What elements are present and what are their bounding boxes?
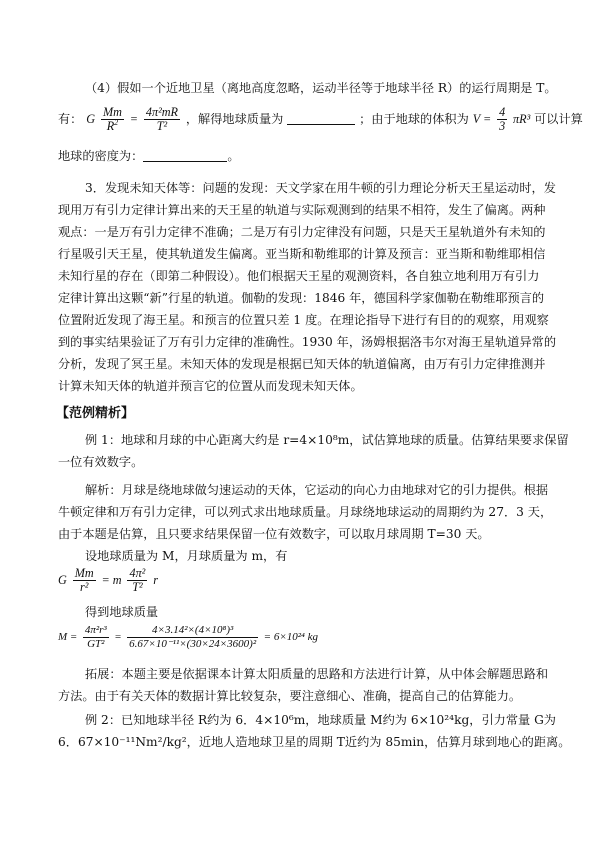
eq-prefix: 有： (58, 112, 83, 126)
solve-mass-text: ，解得地球质量为 (185, 112, 284, 126)
example-2-line: 例 2：已知地球半径 R约为 6．4×10⁶m，地球质量 M约为 6×10²⁴kg，引力常量 G为 (85, 713, 556, 727)
analysis-line: 解析：月球是绕地球做匀速运动的天体，它运动的向心力由地球对它的引力提供。根据 (85, 483, 549, 497)
eq-rhs-num: 4π²mR (145, 105, 178, 119)
paragraph-4-equation-line: 有： G $\frac{Mm}{R^2}$ = $\frac{\text{4π²mR}}{\text{T²}}$ ，解得地球质量为 ；由于地球的体积为 V = $\frac{4}{3}$ πR³ 可以计算 (58, 105, 583, 133)
paragraph-3-line: 定律计算出这颗“新”行星的轨道。伽勒的发现：1846 年，德国科学家伽勒在勒维耶预言的 (58, 291, 545, 305)
eq2-fraction-numeric: $\frac{\text{4×3.14²×(4×10⁸)³}}{\text{6.67×10⁻¹¹×(30×24×3600)²}}$ (129, 623, 257, 650)
analysis-line: 牛顿定律和万有引力定律，可以列式求出地球质量。月球绕地球运动的周期约为 27．3 天， (58, 505, 553, 519)
mass-answer-blank (287, 112, 355, 125)
paragraph-3-line: 观点：一是万有引力定律不准确；二是万有引力定律没有问题，只是天王星轨道外有未知的 (58, 225, 546, 239)
analysis-line: 由于本题是估算，且只要求结果保留一位有效数字，可以取月球周期 T=30 天。 (58, 527, 490, 541)
eq1-fraction-left: $\frac{Mm}{\text{r²}}$ (74, 566, 94, 594)
eq-num-mm: Mm (102, 105, 122, 119)
paragraph-3-line: 分析，发现了冥王星。未知天体的发现是根据已知天体的轨道偏离，由万有引力定律推测并 (58, 357, 546, 371)
eq-den-r2: $R^2$ (106, 117, 119, 133)
paragraph-3-line: 现用万有引力定律计算出来的天王星的轨道与实际观测到的结果不相符，发生了偏离。两种 (58, 203, 546, 217)
eq-fraction-rhs (144, 106, 180, 133)
result-intro: 得到地球质量 (85, 605, 159, 619)
paragraph-3-line: 未知行星的存在（即第二种假设）。他们根据天王星的观测资料，各自独立地利用万有引力 (58, 269, 540, 283)
can-calc-text: 可以计算 (534, 112, 583, 126)
equation-2: M = $\frac{\text{4π²r³}}{\text{GT²}}$ = $\frac{\text{4×3.14²×(4×10⁸)³}}{\text{6.67×10⁻¹¹×(30×24×3600)²}}$ = 6×10²⁴ kg (58, 623, 318, 650)
setup-line: 设地球质量为 M，月球质量为 m，有 (85, 549, 288, 563)
paragraph-3-line: 行星吸引天王星，使其轨道发生偏离。亚当斯和勒维耶的计算及预言：亚当斯和勒维耶相信 (58, 247, 546, 261)
volume-tail: πR³ (513, 112, 531, 126)
eq-rhs-den: T² (156, 119, 168, 133)
section-title: 【范例精析】 (56, 406, 135, 421)
density-answer-blank (143, 149, 227, 162)
eq-g-symbol: G (86, 112, 96, 126)
eq2-fraction-symbolic: $\frac{\text{4π²r³}}{\text{GT²}}$ (84, 623, 107, 650)
density-line: 地球的密度为： 。 (58, 149, 240, 163)
example-2-line: 6．67×10⁻¹¹Nm²/kg²，近地人造地球卫星的周期 T近约为 85min，估算月球到地心的距离。 (58, 735, 571, 749)
paragraph-4-intro: （4）假如一个近地卫星（离地高度忽略，运动半径等于地球半径 R）的运行周期是 T。 (85, 81, 557, 95)
volume-text: ；由于地球的体积为 (359, 112, 469, 126)
paragraph-3-line: 位置附近发现了海王星。和预言的位置只差 1 度。在理论指导下进行有目的的观察，用观察 (58, 313, 549, 327)
paragraph-3-line: 计算未知天体的轨道并预言它的位置从而发现未知天体。 (58, 379, 363, 393)
paragraph-3-line: 到的事实结果验证了万有引力定律的准确性。1930 年，汤姆根据洛韦尔对海王星轨道异常的 (58, 335, 557, 349)
eq-fraction-mm-r2 (101, 106, 124, 133)
example-1-line: 例 1：地球和月球的中心距离大约是 r=4×10⁸m，试估算地球的质量。估算结果要求保留 (85, 433, 569, 447)
example-1-line: 一位有效数字。 (58, 455, 144, 469)
eq1-fraction-right: $\frac{\text{4π²}}{\text{T²}}$ (129, 566, 146, 594)
equation-1: G $\frac{Mm}{\text{r²}}$ = m $\frac{\text{4π²}}{\text{T²}}$ r (58, 566, 158, 594)
volume-eq: V = (472, 112, 492, 126)
volume-fraction: $\frac{4}{3}$ (499, 105, 506, 133)
extension-line: 方法。由于有关天体的数据计算比较复杂，要注意细心、准确，提高自己的估算能力。 (58, 689, 522, 703)
paragraph-3-line: 3．发现未知天体等：问题的发现：天文学家在用牛顿的引力理论分析天王星运动时，发 (85, 181, 556, 195)
extension-line: 拓展：本题主要是依据课本计算太阳质量的思路和方法进行计算，从中体会解题思路和 (85, 667, 549, 681)
